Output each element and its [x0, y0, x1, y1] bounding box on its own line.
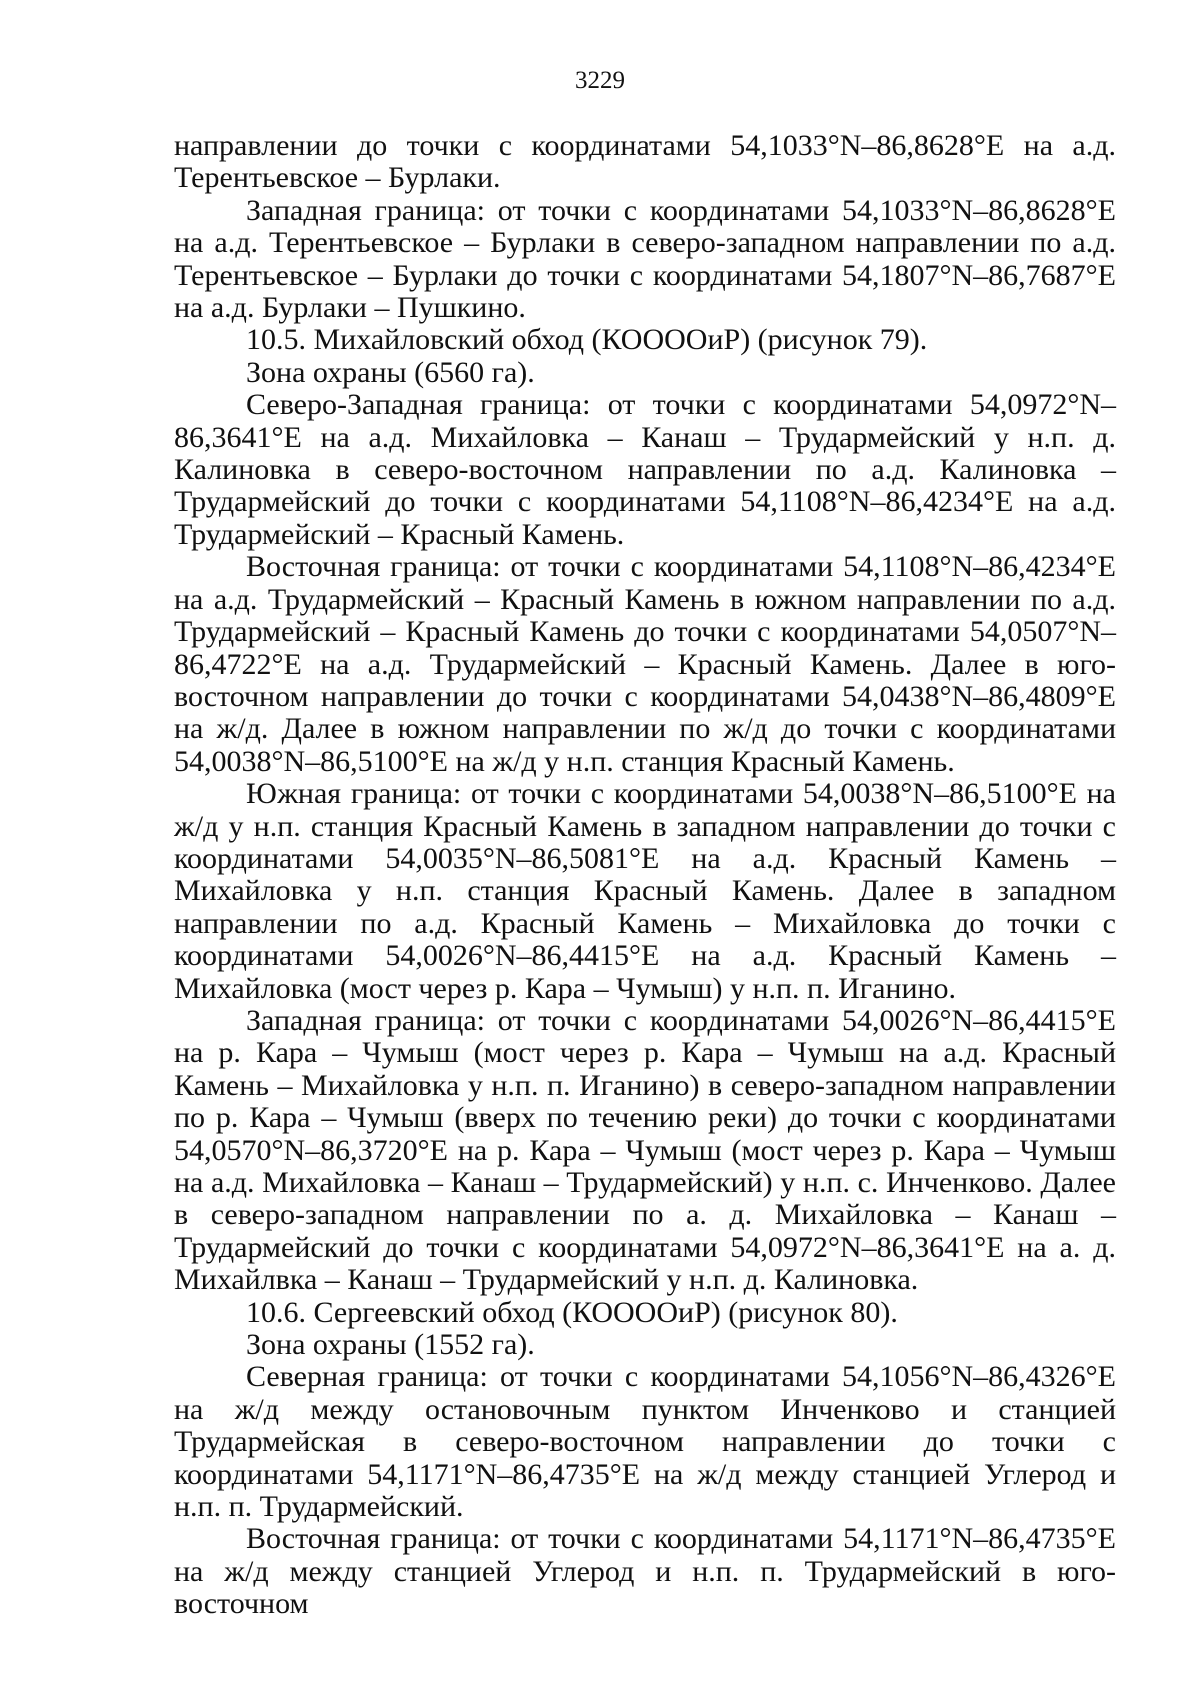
paragraph-northwest-boundary: Северо-Западная граница: от точки с координатами 54,0972°N–86,3641°E на а.д. Михайловка – Канаш – Трудармейский у н.п. д. Калиновка в северо-восточном направлении по а.д. Калиновка – Трудармейский до точки с координатами 54,1108°N–86,4234°E на а.д. Трудармейский – Красный Камень.: [174, 388, 1116, 551]
paragraph-continuation: направлении до точки с координатами 54,1033°N–86,8628°E на а.д. Терентьевское – Бурлаки.: [174, 129, 1116, 195]
paragraph-west-boundary: Западная граница: от точки с координатами 54,0026°N–86,4415°E на р. Кара – Чумыш (мост через р. Кара – Чумыш на а.д. Красный Камень – Михайловка у н.п. п. Иганино) в северо-западном направлении по р. Кара – Чумыш (вверх по течению реки) до точки с координатами 54,0570°N–86,3720°E на р. Кара – Чумыш (мост через р. Кара – Чумыш на а.д. Михайловка – Канаш – Трудармейский) у н.п. с. Инченково. Далее в северо-западном направлении по а. д. Михайловка – Канаш – Трудармейский до точки с координатами 54,0972°N–86,3641°E на а. д. Михайлвка – Канаш – Трудармейский у н.п. д. Калиновка.: [174, 1003, 1116, 1297]
protection-zone-10-6: Зона охраны (1552 га).: [246, 1328, 535, 1362]
paragraph-south-boundary: Южная граница: от точки с координатами 54,0038°N–86,5100°E на ж/д у н.п. станция Красный Камень в западном направлении до точки с координатами 54,0035°N–86,5081°E на а.д. Красный Камень – Михайловка у н.п. станция Красный Камень. Далее в западном направлении по а.д. Красный Камень – Михайловка до точки с координатами 54,0026°N–86,4415°E на а.д. Красный Камень – Михайловка (мост через р. Кара – Чумыш) у н.п. п. Иганино.: [174, 777, 1116, 1005]
protection-zone-10-5: Зона охраны (6560 га).: [246, 355, 535, 389]
paragraph-north-boundary: Северная граница: от точки с координатами 54,1056°N–86,4326°E на ж/д между остановочным пунктом Инченково и станцией Трудармейская в северо-восточном направлении до точки с координатами 54,1171°N–86,4735°E на ж/д между станцией Углерод и н.п. п. Трудармейский.: [174, 1360, 1116, 1524]
paragraph-east-boundary: Восточная граница: от точки с координатами 54,1108°N–86,4234°E на а.д. Трудармейский – Красный Камень в южном направлении по а.д. Трудармейский – Красный Камень до точки с координатами 54,0507°N–86,4722°E на а.д. Трудармейский – Красный Камень. Далее в юго-восточном направлении до точки с координатами 54,0438°N–86,4809°E на ж/д. Далее в южном направлении по ж/д до точки с координатами 54,0038°N–86,5100°E на ж/д у н.п. станция Красный Камень.: [174, 550, 1116, 778]
page-number: 3229: [575, 67, 625, 94]
section-heading-10-6: 10.6. Сергеевский обход (КООООиР) (рисунок 80).: [246, 1295, 898, 1329]
document-body: [174, 130, 1116, 1621]
section-heading-10-5: 10.5. Михайловский обход (КООООиР) (рисунок 79).: [246, 323, 928, 357]
paragraph-east-boundary-10-6: Восточная граница: от точки с координатами 54,1171°N–86,4735°E на ж/д между станцией Углерод и н.п. п. Трудармейский в юго-восточном: [174, 1522, 1116, 1621]
paragraph-west-boundary-prev: Западная граница: от точки с координатами 54,1033°N–86,8628°E на а.д. Терентьевское – Бурлаки в северо-западном направлении по а.д. Терентьевское – Бурлаки до точки с координатами 54,1807°N–86,7687°E на а.д. Бурлаки – Пушкино.: [174, 193, 1116, 325]
